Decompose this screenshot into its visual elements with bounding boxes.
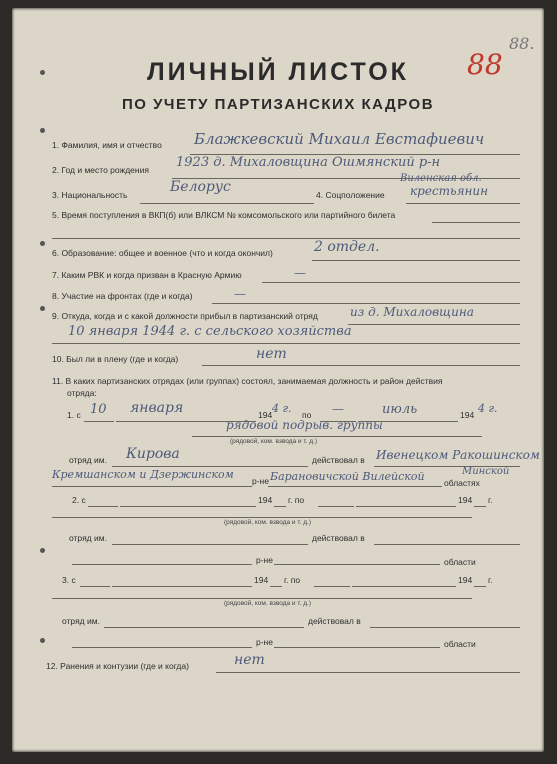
detachment-3-deistv-label: действовал в [308,616,361,626]
detachment-1-area-value: Кремшанском и Дзержинском [52,468,234,481]
field-11-label: 11. В каких партизанских отрядах (или группах) состоял, занимаемая должность и район действия [52,376,443,386]
field-12-label: 12. Ранения и контузии (где и когда) [46,661,189,671]
punch-hole [40,638,45,643]
field-2-label: 2. Год и место рождения [52,165,149,175]
detachment-1-month2: июль [382,402,418,417]
detachment-3-year-suffix: г. [488,575,493,585]
detachment-1-deistv-value: Ивенецком Ракошинском [376,448,540,462]
field-3-value: Белорус [170,179,231,195]
field-9-label: 9. Откуда, когда и с какой должности прибыл в партизанский отряд [52,311,318,321]
detachment-2-year: 194 [258,495,273,505]
field-2-value: 1923 д. Михаловщина Ошмянский р-н [176,155,441,170]
field-10-value: нет [256,346,287,362]
detachment-1-otryad-label: отряд им. [69,455,107,465]
field-4-value: крестьянин [410,184,489,198]
punch-hole [40,128,45,133]
field-4-label: 4. Соцположение [316,190,385,200]
detachment-2-deistv-label: действовал в [312,533,365,543]
detachment-1-role: рядовой подрыв. группы [226,418,383,432]
field-11-label-cont: отряда: [67,388,97,398]
detachment-2-otryad-label: отряд им. [69,533,107,543]
detachment-2-rank-caption: (рядовой, ком. взвода и т. д.) [224,519,311,526]
field-12-value: нет [234,652,265,668]
field-1-label: 1. Фамилия, имя и отчество [52,140,162,150]
detachment-1-oblasti: областях [444,478,480,488]
punch-hole [40,548,45,553]
field-8-value: — [234,287,246,301]
detachment-1-rne: р-не [252,476,269,486]
detachment-1-day2: — [332,402,344,416]
detachment-1-year-hw: 4 г. [272,402,292,415]
detachment-1-year2-hw: 4 г. [478,402,498,415]
detachment-2-num: 2. с [72,495,86,505]
detachment-1-year2: 194 [460,410,475,420]
detachment-1-month: января [130,400,184,416]
detachment-2-oblasti: области [444,557,476,567]
detachment-2-year2: 194 [458,495,473,505]
page-subtitle: ПО УЧЕТУ ПАРТИЗАНСКИХ КАДРОВ [121,96,435,113]
personal-record-sheet [12,8,544,752]
detachment-3-rne: р-не [256,637,273,647]
archive-number-pencil: 88. [509,34,535,53]
detachment-3-year2: 194 [458,575,473,585]
detachment-2-rne: р-не [256,555,273,565]
detachment-1-num: 1. с [67,410,81,420]
detachment-3-po: г. по [284,575,301,585]
field-7-label: 7. Каким РВК и когда призван в Красную Армию [52,270,242,280]
punch-hole [40,241,45,246]
field-9-value-1: из д. Михаловщина [350,305,474,319]
field-2-extra: Виленская обл. [400,173,482,184]
detachment-2-po: г. по [288,495,305,505]
field-3-label: 3. Национальность [52,190,128,200]
field-6-value: 2 отдел. [314,239,380,255]
detachment-1-region-hw: Минской [462,466,510,477]
detachment-1-year: 194 [258,410,273,420]
detachment-1-otryad-value: Кирова [126,446,180,462]
field-6-label: 6. Образование: общее и военное (что и когда окончил) [52,248,273,258]
detachment-1-deistv-label: действовал в [312,455,365,465]
field-10-label: 10. Был ли в плену (где и когда) [52,354,179,364]
detachment-1-district-value: Барановичской Вилейской [270,470,425,483]
detachment-1-day: 10 [90,402,107,417]
page-title: ЛИЧНЫЙ ЛИСТОК [147,58,409,86]
detachment-1-rank-caption: (рядовой, ком. взвода и т. д.) [230,438,317,445]
detachment-2-year-suffix: г. [488,495,493,505]
detachment-3-otryad-label: отряд им. [62,616,100,626]
archive-number-red: 88 [467,48,503,81]
detachment-1-po: по [302,410,312,420]
detachment-3-rank-caption: (рядовой, ком. взвода и т. д.) [224,600,311,607]
punch-hole [40,306,45,311]
field-9-value-2: 10 января 1944 г. с сельского хозяйства [68,324,352,339]
detachment-3-oblasti: области [444,639,476,649]
field-7-value: — [294,266,306,280]
detachment-3-num: 3. с [62,575,76,585]
detachment-3-year: 194 [254,575,269,585]
field-1-value: Блажкевский Михаил Евстафиевич [194,130,485,148]
field-5-label: 5. Время поступления в ВКП(б) или ВЛКСМ № комсомольского или партийного билета [52,210,396,220]
field-8-label: 8. Участие на фронтах (где и когда) [52,291,193,301]
